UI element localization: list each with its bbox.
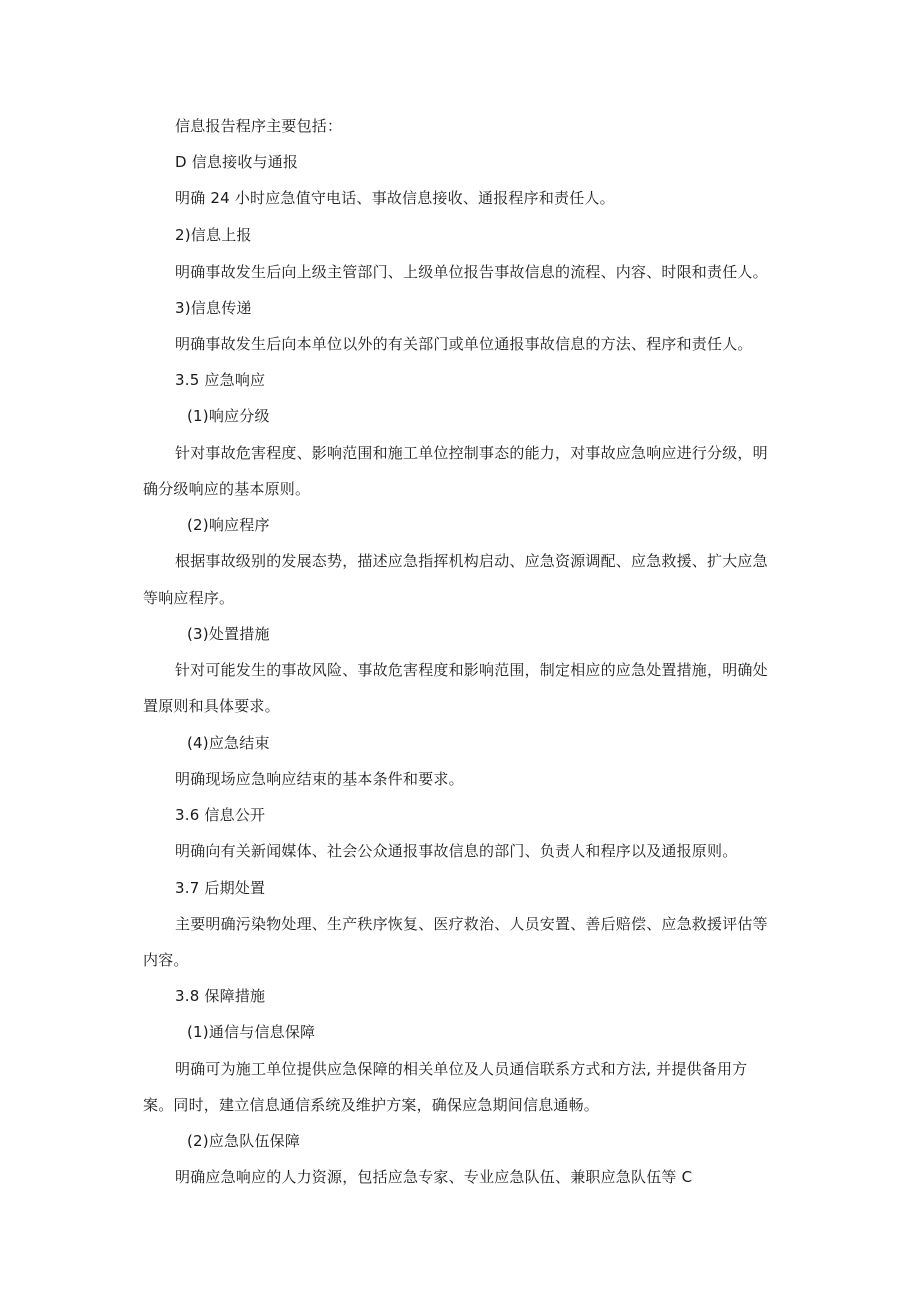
paragraph-line: 内容。 (143, 951, 189, 969)
subheading-info-transfer: 3)信息传递 (175, 299, 252, 317)
paragraph-line: 案。同时，建立信息通信系统及维护方案，确保应急期间信息通畅。 (143, 1096, 600, 1114)
subheading-comms-guarantee: (1)通信与信息保障 (187, 1023, 316, 1041)
subheading-info-receive: D 信息接收与通报 (175, 153, 299, 171)
paragraph-line: 根据事故级别的发展态势，描述应急指挥机构启动、应急资源调配、应急救援、扩大应急 (175, 552, 768, 570)
subheading-team-guarantee: (2)应急队伍保障 (187, 1132, 301, 1150)
subheading-response-level: (1)响应分级 (187, 407, 270, 425)
subheading-info-report: 2)信息上报 (175, 226, 252, 244)
paragraph-line: 针对可能发生的事故风险、事故危害程度和影响范围，制定相应的应急处置措施，明确处 (175, 661, 768, 679)
section-heading-3-7: 3.7 后期处置 (175, 879, 266, 897)
paragraph-line: 明确应急响应的人力资源，包括应急专家、专业应急队伍、兼职应急队伍等 C (175, 1168, 693, 1186)
paragraph-line: 明确事故发生后向上级主管部门、上级单位报告事故信息的流程、内容、时限和责任人。 (175, 263, 768, 281)
section-heading-3-8: 3.8 保障措施 (175, 987, 266, 1005)
paragraph-line: 主要明确污染物处理、生产秩序恢复、医疗救治、人员安置、善后赔偿、应急救援评估等 (175, 915, 768, 933)
paragraph-line: 明确向有关新闻媒体、社会公众通报事故信息的部门、负责人和程序以及通报原则。 (175, 842, 738, 860)
paragraph-line: 明确事故发生后向本单位以外的有关部门或单位通报事故信息的方法、程序和责任人。 (175, 335, 753, 353)
intro-heading: 信息报告程序主要包括： (175, 117, 343, 135)
subheading-disposal-measures: (3)处置措施 (187, 625, 270, 643)
subheading-emergency-end: (4)应急结束 (187, 734, 270, 752)
section-heading-3-5: 3.5 应急响应 (175, 371, 266, 389)
paragraph-line: 明确可为施工单位提供应急保障的相关单位及人员通信联系方式和方法, 并提供备用方 (175, 1060, 748, 1078)
subheading-response-procedure: (2)响应程序 (187, 516, 270, 534)
paragraph-line: 明确现场应急响应结束的基本条件和要求。 (175, 770, 464, 788)
section-heading-3-6: 3.6 信息公开 (175, 806, 266, 824)
paragraph-line: 明确 24 小时应急值守电话、事故信息接收、通报程序和责任人。 (175, 189, 615, 207)
paragraph-line: 等响应程序。 (143, 589, 235, 607)
paragraph-line: 针对事故危害程度、影响范围和施工单位控制事态的能力，对事故应急响应进行分级，明 (175, 444, 768, 462)
paragraph-line: 确分级响应的基本原则。 (143, 480, 311, 498)
paragraph-line: 置原则和具体要求。 (143, 697, 280, 715)
